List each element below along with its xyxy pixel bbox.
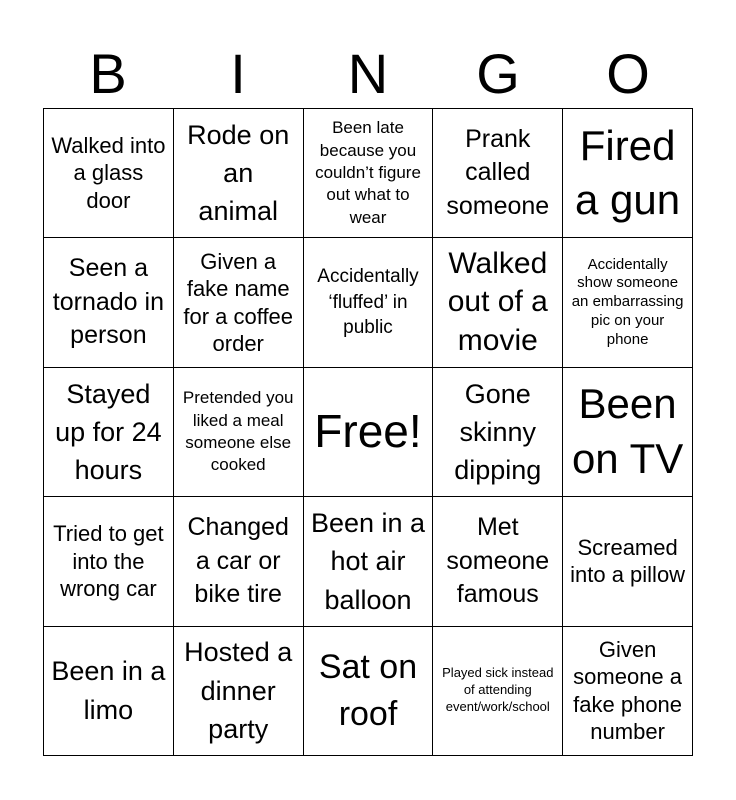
cell-text: Been in a limo	[51, 656, 166, 725]
bingo-cell[interactable]	[304, 109, 434, 238]
bingo-cell[interactable]	[304, 497, 434, 626]
cell-text: Fired a gun	[575, 121, 681, 224]
bingo-cell[interactable]	[563, 109, 693, 238]
header-letter-n: N	[347, 42, 389, 105]
bingo-cell[interactable]	[304, 627, 434, 756]
bingo-grid	[43, 108, 693, 756]
cell-text: Rode on an animal	[187, 119, 290, 227]
cell-text: Prank called someone	[446, 124, 550, 221]
bingo-cell[interactable]	[433, 368, 563, 497]
header-letter-i: I	[230, 42, 246, 105]
cell-text: Been on TV	[571, 380, 684, 482]
bingo-cell[interactable]	[563, 368, 693, 497]
cell-text: Given a fake name for a coffee order	[183, 248, 294, 357]
bingo-cell[interactable]	[563, 627, 693, 756]
free-space[interactable]	[304, 368, 434, 497]
cell-text: Met someone famous	[446, 512, 550, 609]
bingo-cell[interactable]	[44, 238, 174, 367]
cell-text: Walked into a glass door	[51, 132, 166, 213]
cell-text: Walked out of a movie	[447, 247, 548, 357]
cell-text: Seen a tornado in person	[52, 253, 164, 350]
cell-text: Been in a hot air balloon	[310, 507, 426, 615]
bingo-cell[interactable]	[433, 109, 563, 238]
bingo-cell[interactable]	[304, 238, 434, 367]
cell-text: Accidentally ‘fluffed’ in public	[317, 266, 419, 339]
bingo-cell[interactable]	[433, 497, 563, 626]
bingo-cell[interactable]	[563, 238, 693, 367]
header-letter-b: B	[89, 42, 127, 105]
bingo-cell[interactable]	[563, 497, 693, 626]
header-letter-g: G	[476, 42, 520, 105]
cell-text: Accidentally show someone an embarrassing pic on your phone	[571, 255, 684, 348]
cell-text: Hosted a dinner party	[184, 637, 293, 744]
cell-text: Played sick instead of attending event/work/school	[442, 665, 554, 715]
bingo-cell[interactable]	[174, 497, 304, 626]
bingo-cell[interactable]	[44, 497, 174, 626]
cell-text: Screamed into a pillow	[570, 534, 686, 588]
cell-text: Been late because you couldn’t figure out what to wear	[315, 118, 421, 227]
bingo-cell[interactable]	[44, 109, 174, 238]
bingo-cell[interactable]	[44, 627, 174, 756]
bingo-cell[interactable]	[174, 109, 304, 238]
bingo-header	[43, 40, 693, 108]
cell-text: Gone skinny dipping	[454, 378, 542, 486]
bingo-cell[interactable]	[174, 238, 304, 367]
free-space-text: Free!	[314, 405, 422, 458]
bingo-cell[interactable]	[44, 368, 174, 497]
cell-text: Given someone a fake phone number	[573, 636, 683, 745]
cell-text: Pretended you liked a meal someone else cooked	[182, 388, 294, 475]
cell-text: Stayed up for 24 hours	[55, 378, 162, 486]
bingo-cell[interactable]	[433, 627, 563, 756]
header-letter-o: O	[606, 42, 650, 105]
cell-text: Tried to get into the wrong car	[53, 521, 164, 602]
cell-text: Changed a car or bike tire	[187, 512, 289, 609]
bingo-cell[interactable]	[174, 627, 304, 756]
bingo-cell[interactable]	[433, 238, 563, 367]
cell-text: Sat on roof	[318, 647, 418, 733]
bingo-cell[interactable]	[174, 368, 304, 497]
